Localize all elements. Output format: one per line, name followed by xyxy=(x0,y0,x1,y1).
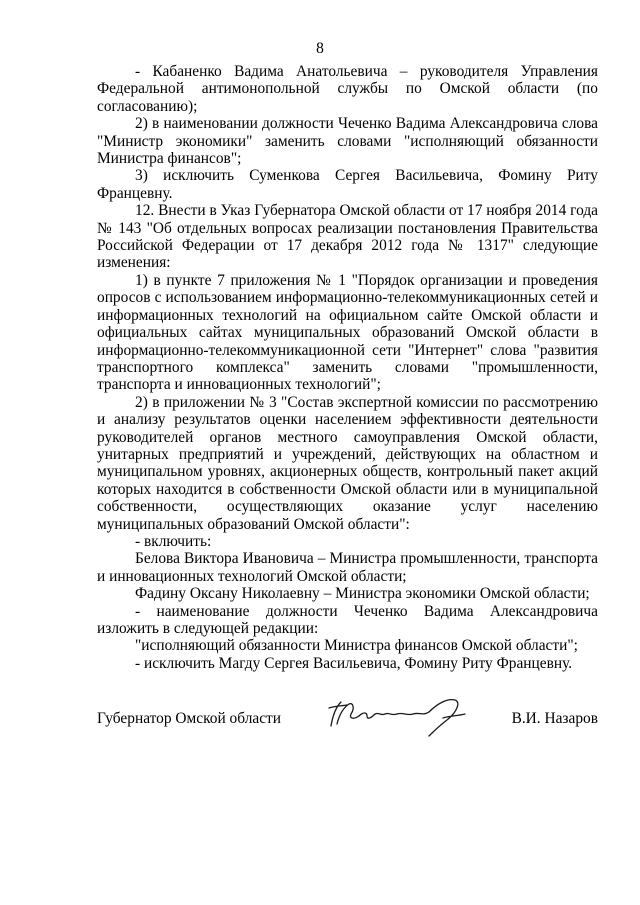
signatory-position: Губернатор Омской области xyxy=(97,710,281,727)
handwritten-signature xyxy=(325,694,475,738)
signatory-name: В.И. Назаров xyxy=(511,710,598,727)
paragraph: 1) в пункте 7 приложения № 1 "Порядок организации и проведения опросов с использованием информационно-телекоммуникационных сетей и информационных технологий на официальном сайте Омской области и официальных сайтах муниципальных образований Омской области в информационно-телекоммуникационной сети "Интернет" слова "развития транспортного комплекса" заменить словами "промышленности, транспорта и инновационных технологий"; xyxy=(97,271,598,394)
paragraph: "исполняющий обязанности Министра финансов Омской области"; xyxy=(135,637,578,655)
paragraph: 3) исключить Суменкова Сергея Васильевича, Фомину Риту Францевну. xyxy=(97,167,598,202)
paragraph: Фадину Оксану Николаевну – Министра экономики Омской области; xyxy=(135,585,590,603)
paragraph: - наименование должности Чеченко Вадима Александровича изложить в следующей редакции: xyxy=(97,602,598,637)
paragraph: - включить: xyxy=(135,532,212,550)
paragraph: 12. Внести в Указ Губернатора Омской области от 17 ноября 2014 года № 143 "Об отдельных вопросах реализации постановления Правительства Российской Федерации от 17 декабря 2012 года № 1317" следующие изменения: xyxy=(97,202,598,272)
page-number: 8 xyxy=(316,40,324,57)
paragraph: 2) в приложении № 3 "Состав экспертной комиссии по рассмотрению и анализу результатов оценки населением эффективности деятельности руководителей органов местного самоуправления Омской области, унитарных предприятий и учреждений, действующих на областном и муниципальном уровнях, акционерных обществ, контрольный пакет акций которых находится в собственности Омской области или в муниципальной собственности, осуществляющих оказание услуг населению муниципальных образований Омской области": xyxy=(97,393,598,533)
paragraph: 2) в наименовании должности Чеченко Вадима Александровича слова "Министр экономики" заменить словами "исполняющий обязанности Министра финансов"; xyxy=(97,115,598,168)
paragraph: Белова Виктора Ивановича – Министра промышленности, транспорта и инновационных технологий Омской области; xyxy=(97,550,598,585)
document-body xyxy=(97,63,598,672)
paragraph: - Кабаненко Вадима Анатольевича – руководителя Управления Федеральной антимонопольной службы по Омской области (по согласованию); xyxy=(97,63,598,115)
paragraph: - исключить Магду Сергея Васильевича, Фомину Риту Францевну. xyxy=(135,654,573,672)
signature-block xyxy=(97,700,598,740)
